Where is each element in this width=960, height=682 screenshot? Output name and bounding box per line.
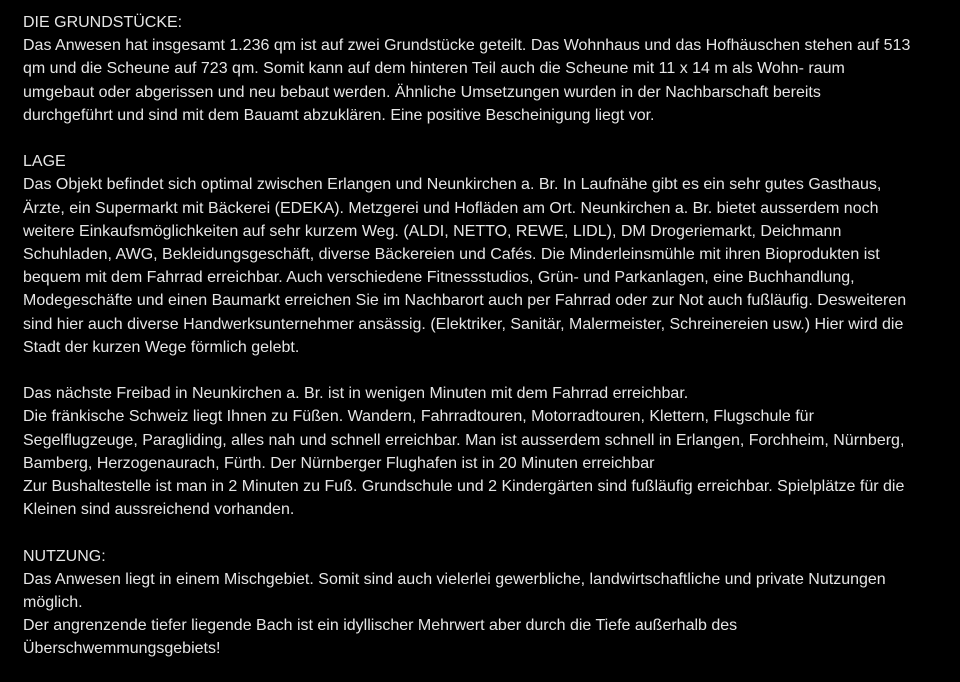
text-line: Zur Bushaltestelle ist man in 2 Minuten zu Fuß. Grundschule und 2 Kindergärten sind fußläufig erreichbar. Spielplätze für die: [23, 478, 905, 496]
text-line: Das Anwesen hat insgesamt 1.236 qm ist auf zwei Grundstücke geteilt. Das Wohnhaus und das Hofhäuschen stehen auf 513: [23, 37, 911, 55]
text-line: umgebaut oder abgerissen und neu bebaut werden. Ähnliche Umsetzungen wurden in der Nachbarschaft bereits: [23, 83, 821, 101]
text-line: Bamberg, Herzogenaurach, Fürth. Der Nürnberger Flughafen ist in 20 Minuten erreichbar: [23, 454, 655, 472]
section-heading-grundstuecke: DIE GRUNDSTÜCKE:: [23, 14, 183, 31]
text-line: Modegeschäfte und einen Baumarkt erreichen Sie im Nachbarort auch per Fahrrad oder zur Not auch fußläufig. Desweiteren: [23, 292, 907, 310]
text-line: Kleinen sind aussreichend vorhanden.: [23, 501, 295, 519]
text-line: möglich.: [23, 594, 83, 612]
paragraph-gap: [23, 127, 948, 150]
text-line: qm und die Scheune auf 723 qm. Somit kann auf dem hinteren Teil auch die Scheune mit 11 x 14 m als Wohn- raum: [23, 60, 845, 78]
text-line: bequem mit dem Fahrrad erreichbar. Auch verschiedene Fitnessstudios, Grün- und Parkanlagen, eine Buchhandlung,: [23, 269, 855, 287]
section-grundstuecke: [23, 11, 948, 127]
paragraph-gap: [23, 359, 948, 382]
text-line: Überschwemmungsgebiets!: [23, 640, 221, 658]
paragraph-gap: [23, 521, 948, 544]
text-line: durchgeführt und sind mit dem Bauamt abzuklären. Eine positive Bescheinigung liegt vor.: [23, 106, 655, 124]
document-text: [23, 11, 948, 661]
text-line: Stadt der kurzen Wege förmlich gelebt.: [23, 338, 300, 356]
section-nutzung: [23, 545, 948, 661]
text-line: Segelflugzeuge, Paragliding, alles nah und schnell erreichbar. Man ist ausserdem schnell in Erlangen, Forchheim, Nürnberg,: [23, 431, 905, 449]
text-line: Der angrenzende tiefer liegende Bach ist ein idyllischer Mehrwert aber durch die Tiefe außerhalb des: [23, 617, 738, 635]
text-line: weitere Einkaufsmöglichkeiten auf sehr kurzem Weg. (ALDI, NETTO, REWE, LIDL), DM Drogeriemarkt, Deichmann: [23, 222, 842, 240]
text-line: Schuhladen, AWG, Bekleidungsgeschäft, diverse Bäckereien und Cafés. Die Minderleinsmühle mit ihren Bioprodukten ist: [23, 246, 880, 264]
text-line: sind hier auch diverse Handwerksunternehmer ansässig. (Elektriker, Sanitär, Malermeister, Schreinereien usw.) Hier wird die: [23, 315, 904, 333]
section-heading-lage: LAGE: [23, 153, 66, 171]
section-heading-nutzung: NUTZUNG:: [23, 547, 106, 565]
text-line: Die fränkische Schweiz liegt Ihnen zu Füßen. Wandern, Fahrradtouren, Motorradtouren, Klettern, Flugschule für: [23, 408, 814, 426]
text-line: Das Anwesen liegt in einem Mischgebiet. Somit sind auch vielerlei gewerbliche, landwirtschaftliche und private Nutzungen: [23, 570, 886, 588]
text-line: Ärzte, ein Supermarkt mit Bäckerei (EDEKA). Metzgerei und Hofläden am Ort. Neunkirchen a. Br. bietet ausserdem noch: [23, 199, 879, 217]
text-line: Das Objekt befindet sich optimal zwischen Erlangen und Neunkirchen a. Br. In Laufnähe gibt es ein sehr gutes Gasthaus,: [23, 176, 882, 194]
section-lage: [23, 150, 948, 521]
text-line: Das nächste Freibad in Neunkirchen a. Br. ist in wenigen Minuten mit dem Fahrrad erreichbar.: [23, 385, 689, 403]
